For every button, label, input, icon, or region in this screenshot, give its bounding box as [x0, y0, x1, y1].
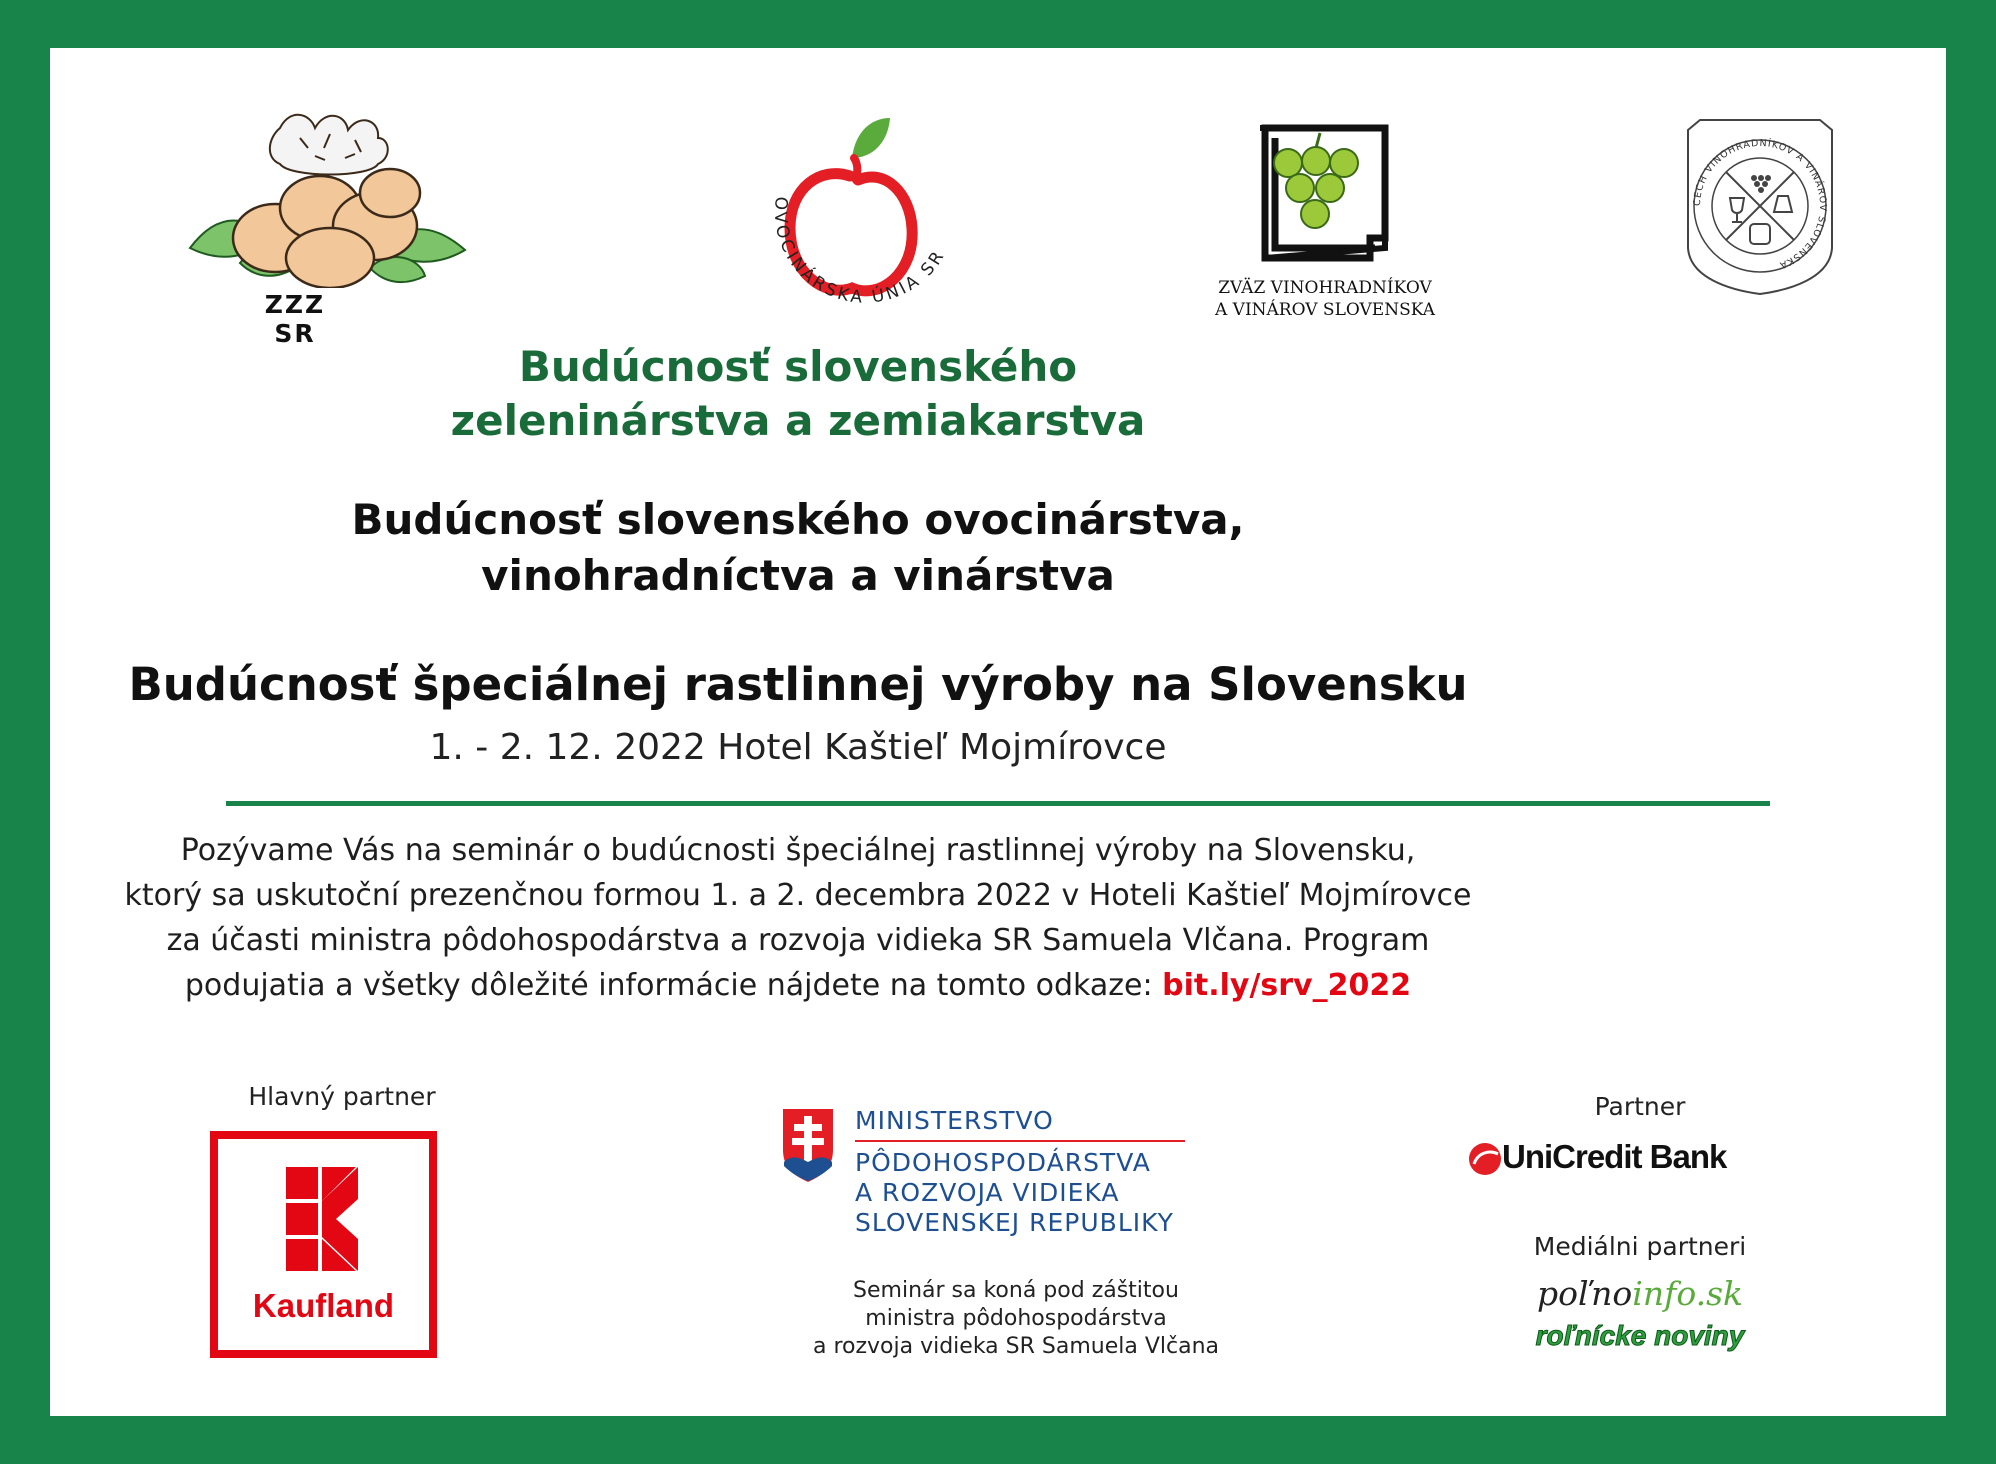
invitation-line4: podujatia a všetky dôležité informácie nájdete na tomto odkaze: — [184, 968, 1163, 1003]
ministry-line3: A ROZVOJA VIDIEKA — [855, 1178, 1120, 1207]
patronage-line3: a rozvoja vidieka SR Samuela Vlčana — [812, 1334, 1220, 1359]
heading-vegetables-line2: zeleninárstva a zemiakarstva — [450, 396, 1146, 445]
slovak-coat-of-arms-icon — [780, 1106, 836, 1184]
potato-plant-icon — [180, 98, 480, 288]
cech-vinohradnikov-logo — [1680, 118, 1840, 298]
ministry-line1: MINISTERSTVO — [855, 1106, 1054, 1135]
program-link[interactable]: bit.ly/srv_2022 — [1162, 968, 1412, 1003]
unicredit-wordmark: UniCredit Bank — [1502, 1138, 1727, 1175]
ministry-line4: SLOVENSKEJ REPUBLIKY — [855, 1208, 1174, 1237]
unicredit-icon — [1468, 1142, 1502, 1176]
ovocinarska-unia-logo — [740, 88, 990, 348]
ovocinarska-ring-text: OVOCINÁRSKA ÚNIA SR — [769, 195, 950, 308]
ministry-line2: PÔDOHOSPODÁRSTVA — [855, 1148, 1151, 1177]
rolnicke-noviny-logo: roľnícke noviny — [1535, 1320, 1745, 1351]
invitation-line4-wrap — [50, 963, 1546, 1008]
divider-rule — [226, 801, 1770, 806]
zvaz-line1: ZVÄZ VINOHRADNÍKOV — [1218, 278, 1432, 298]
zzz-sr-logo — [180, 98, 480, 348]
cech-crest-icon — [1680, 118, 1840, 298]
media-partners-label: Mediálni partneri — [1533, 1232, 1747, 1261]
zzz-sr-caption: ZZZ SR — [264, 290, 326, 348]
main-partner-label: Hlavný partner — [248, 1082, 436, 1111]
heading-fruit-line1: Budúcnosť slovenského ovocinárstva, — [351, 495, 1245, 544]
unicredit-logo — [1468, 1136, 1768, 1186]
polnoinfo-part2: info.sk — [1632, 1274, 1744, 1313]
invitation-line3: za účasti ministra pôdohospodárstva a rozvoja vidieka SR Samuela Vlčana. Program — [166, 923, 1430, 958]
ministry-logo — [780, 1106, 1240, 1286]
polnoinfo-part1: poľno — [1536, 1274, 1633, 1313]
patronage-line1: Seminár sa koná pod záštitou — [853, 1278, 1179, 1303]
invitation-card — [50, 48, 1946, 1416]
main-title: Budúcnosť špeciálnej rastlinnej výroby na Slovensku — [128, 658, 1468, 711]
zvaz-line2: A VINÁROV SLOVENSKA — [1214, 300, 1435, 320]
event-date: 1. - 2. 12. 2022 Hotel Kaštieľ Mojmírovce — [429, 727, 1167, 768]
heading-vegetables-line1: Budúcnosť slovenského — [518, 342, 1078, 391]
heading-fruit-line2: vinohradníctva a vinárstva — [481, 551, 1115, 600]
partner-label: Partner — [1594, 1092, 1686, 1121]
kaufland-wordmark: Kaufland — [252, 1287, 395, 1324]
kaufland-logo — [210, 1131, 437, 1358]
zvaz-vinohradnikov-logo — [1170, 118, 1480, 358]
polnoinfo-logo — [1480, 1274, 1800, 1313]
cech-ring-text: CECH VINOHRADNÍKOV A VINÁROV SLOVENSKA — [1691, 137, 1829, 271]
patronage-line2: ministra pôdohospodárstva — [865, 1306, 1167, 1331]
invitation-line1: Pozývame Vás na seminár o budúcnosti špeciálnej rastlinnej výroby na Slovensku, — [180, 833, 1416, 868]
ministry-underline — [855, 1140, 1185, 1142]
invitation-line2: ktorý sa uskutoční prezenčnou formou 1. a 2. decembra 2022 v Hoteli Kaštieľ Mojmírovce — [124, 878, 1472, 913]
grape-frame-icon — [1170, 118, 1480, 268]
apple-logo-icon — [740, 88, 990, 348]
